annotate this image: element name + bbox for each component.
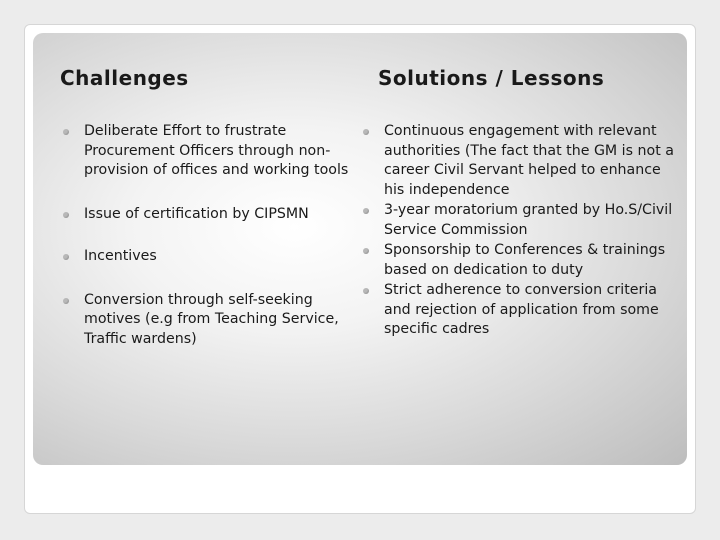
solution-item: [359, 281, 679, 340]
challenge-text: Conversion through self-seeking motives (e.g from Teaching Service, Traffic wardens): [84, 291, 339, 347]
solution-item: [359, 201, 679, 240]
bullet-icon: [363, 288, 369, 294]
solution-text: Continuous engagement with relevant authorities (The fact that the GM is not a career Civil Servant helped to enhance his independence: [384, 123, 674, 198]
solution-text: Sponsorship to Conferences & trainings based on dedication to duty: [384, 242, 666, 278]
challenge-text: Issue of certification by CIPSMN: [84, 205, 309, 222]
solutions-list: [359, 122, 679, 341]
bullet-icon: [63, 129, 69, 135]
solution-item: [359, 122, 679, 200]
bullet-icon: [363, 208, 369, 214]
bullet-icon: [363, 129, 369, 135]
bullet-icon: [63, 212, 69, 218]
challenges-heading: Challenges: [60, 66, 189, 90]
challenges-list: [59, 122, 349, 373]
challenge-item: [59, 291, 349, 350]
challenge-text: Deliberate Effort to frustrate Procurement Officers through non-provision of offices and working tools: [84, 123, 349, 178]
solution-text: 3-year moratorium granted by Ho.S/Civil Service Commission: [384, 202, 673, 238]
challenge-item: [59, 122, 349, 181]
solutions-heading: Solutions / Lessons: [378, 66, 605, 90]
challenge-item: [59, 247, 349, 267]
bullet-icon: [363, 248, 369, 254]
bullet-icon: [63, 254, 69, 260]
solution-item: [359, 241, 679, 280]
challenge-item: [59, 205, 349, 225]
bullet-icon: [63, 298, 69, 304]
challenge-text: Incentives: [84, 248, 157, 264]
solution-text: Strict adherence to conversion criteria and rejection of application from some specific cadres: [384, 282, 659, 337]
